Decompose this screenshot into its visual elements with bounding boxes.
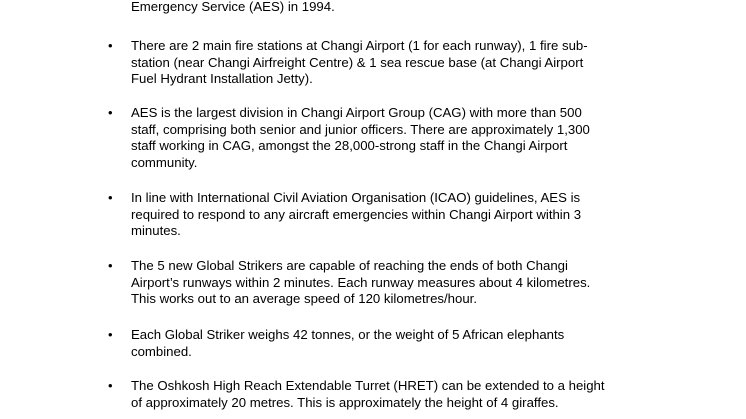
text-line: There are 2 main fire stations at Changi Airport (1 for each runway), 1 fire sub- [131, 38, 588, 53]
text-line: staff, comprising both senior and junior officers. There are approximately 1,300 [131, 121, 590, 137]
bullet-icon: • [108, 258, 113, 273]
text-line: station (near Changi Airfreight Centre) & 1 sea rescue base (at Changi Airport [131, 54, 584, 70]
text-line: Each Global Striker weighs 42 tonnes, or the weight of 5 African elephants [131, 327, 565, 342]
text-line: staff working in CAG, amongst the 28,000-strong staff in the Changi Airport [131, 138, 568, 153]
list-item [131, 327, 721, 360]
text-line: The Oshkosh High Reach Extendable Turret (HRET) can be extended to a height [131, 378, 605, 393]
text-line: Fuel Hydrant Installation Jetty). [131, 71, 313, 86]
bullet-icon: • [108, 327, 113, 342]
bullet-icon: • [108, 190, 113, 205]
text-line: Airport’s runways within 2 minutes. Each runway measures about 4 kilometres. [131, 274, 591, 290]
text-line: minutes. [131, 223, 181, 238]
list-item [131, 105, 721, 171]
list-item [131, 190, 721, 240]
bullet-icon: • [108, 378, 113, 393]
bullet-icon: • [108, 105, 113, 120]
text-line: This works out to an average speed of 120 kilometres/hour. [131, 291, 477, 306]
text-line: of approximately 20 metres. This is approximately the height of 4 giraffes. [131, 394, 559, 410]
text-line: In line with International Civil Aviation Organisation (ICAO) guidelines, AES is [131, 190, 581, 205]
text-line: Emergency Service (AES) in 1994. [131, 0, 335, 14]
list-item [131, 258, 721, 308]
text-line: The 5 new Global Strikers are capable of reaching the ends of both Changi [131, 258, 568, 273]
list-item [131, 378, 721, 411]
paragraph-fragment [131, 0, 721, 16]
text-line: AES is the largest division in Changi Airport Group (CAG) with more than 500 [131, 105, 582, 120]
bullet-icon: • [108, 38, 113, 53]
text-line: community. [131, 154, 198, 170]
text-line: required to respond to any aircraft emergencies within Changi Airport within 3 [131, 206, 582, 222]
text-line: combined. [131, 343, 192, 359]
list-item [131, 38, 721, 88]
